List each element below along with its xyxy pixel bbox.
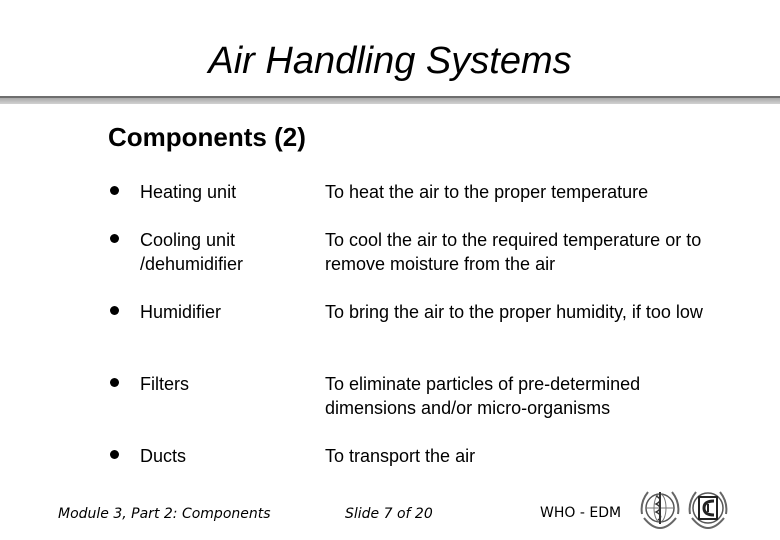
section-heading: Components (2) bbox=[108, 122, 306, 152]
component-name: Humidifier bbox=[140, 302, 222, 322]
footer-slide-number: Slide 7 of 20 bbox=[345, 506, 433, 522]
who-emblem-icon bbox=[636, 484, 684, 532]
component-name: Filters bbox=[140, 374, 189, 394]
component-description: To heat the air to the proper temperature bbox=[325, 182, 649, 202]
component-description: To cool the air to the required temperature or to remove moisture from the air bbox=[325, 230, 702, 274]
bullet-dot-icon bbox=[110, 306, 119, 315]
component-description: To transport the air bbox=[325, 446, 476, 466]
bullet-dot-icon bbox=[110, 234, 119, 243]
edm-emblem-icon bbox=[684, 484, 732, 532]
bullet-dot-icon bbox=[110, 450, 119, 459]
footer-organization: WHO - EDM bbox=[540, 505, 622, 521]
component-name: Cooling unit /dehumidifier bbox=[140, 230, 244, 274]
bullet-dot-icon bbox=[110, 378, 119, 387]
footer-module: Module 3, Part 2: Components bbox=[58, 506, 271, 522]
title-divider bbox=[0, 96, 780, 104]
component-description: To eliminate particles of pre-determined dimensions and/or micro-organisms bbox=[325, 374, 641, 418]
slide-title: Air Handling Systems bbox=[208, 40, 572, 82]
bullet-dot-icon bbox=[110, 186, 119, 195]
component-name: Heating unit bbox=[140, 182, 237, 202]
component-name: Ducts bbox=[140, 446, 187, 466]
component-description: To bring the air to the proper humidity, if too low bbox=[325, 302, 703, 322]
